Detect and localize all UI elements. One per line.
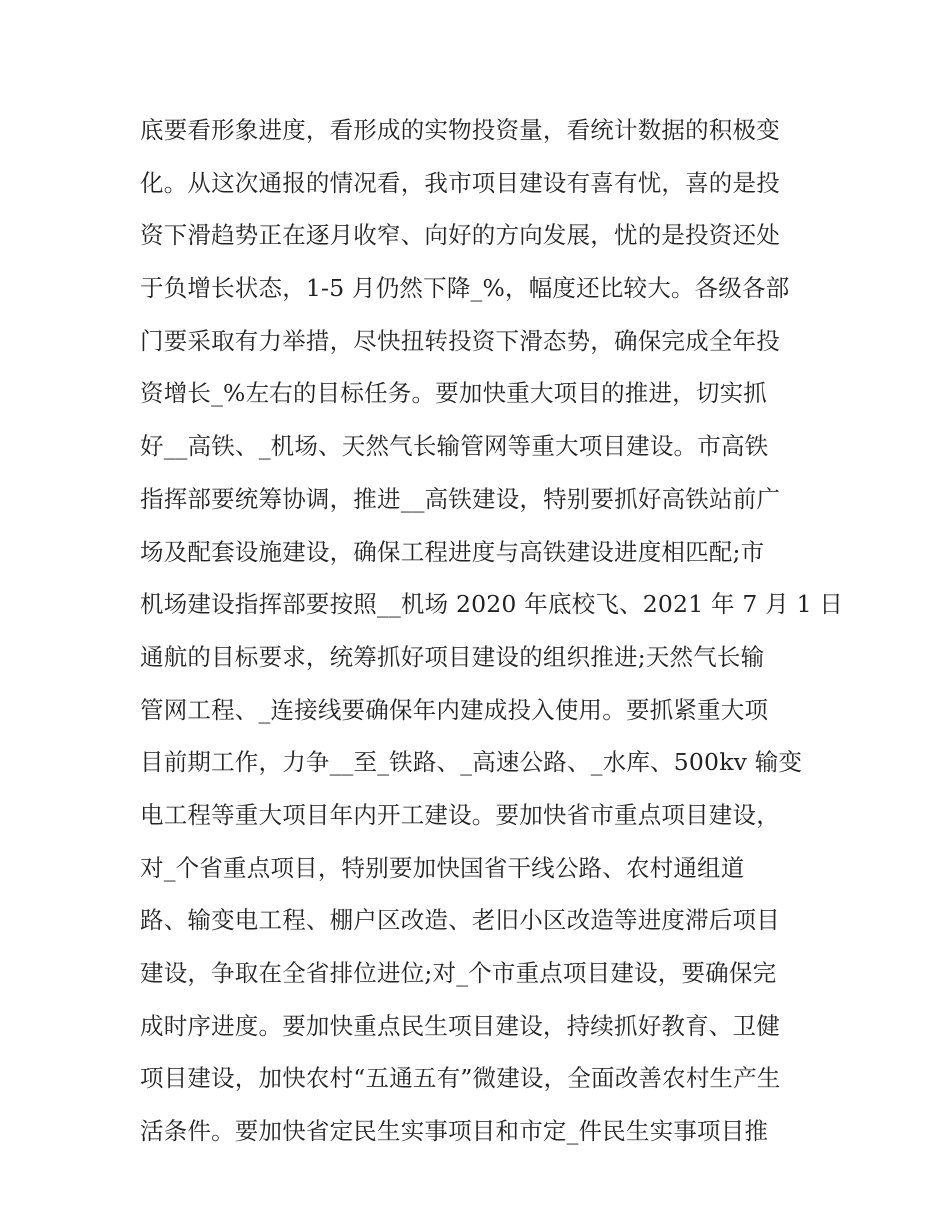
text-line-20: 活条件。要加快省定民生实事项目和市定_件民生实事项目推	[140, 1117, 769, 1146]
text-line-4: 于负增长状态，1-5 月仍然下降_%，幅度还比较大。各级各部	[140, 274, 790, 303]
text-line-2: 化。从这次通报的情况看，我市项目建设有喜有忧，喜的是投	[140, 168, 780, 197]
text-line-16: 路、输变电工程、棚户区改造、老旧小区改造等进度滞后项目	[140, 906, 780, 935]
text-line-7: 好__高铁、_机场、天然气长输管网等重大项目建设。市高铁	[140, 432, 769, 461]
text-line-8: 指挥部要统筹协调，推进__高铁建设，特别要抓好高铁站前广	[140, 484, 781, 513]
body-text	[140, 104, 844, 1158]
text-line-6: 资增长_%左右的目标任务。要加快重大项目的推进，切实抓	[140, 379, 767, 408]
text-line-1: 底要看形象进度，看形成的实物投资量，看统计数据的积极变	[140, 116, 780, 144]
text-line-13: 目前期工作，力争__至_铁路、_高速公路、_水库、500kv 输变	[140, 748, 803, 777]
text-line-11: 通航的目标要求，统筹抓好项目建设的组织推进;天然气长输	[140, 642, 765, 671]
text-line-14: 电工程等重大项目年内开工建设。要加快省市重点项目建设，	[140, 800, 780, 829]
text-line-15: 对_个省重点项目，特别要加快国省干线公路、农村通组道	[140, 853, 745, 882]
text-line-18: 成时序进度。要加快重点民生项目建设，持续抓好教育、卫健	[140, 1011, 780, 1040]
text-line-5: 门要采取有力举措，尽快扭转投资下滑态势，确保完成全年投	[140, 326, 780, 355]
text-line-17: 建设，争取在全省排位进位;对_个市重点项目建设，要确保完	[140, 959, 777, 987]
text-line-19: 项目建设，加快农村“五通五有”微建设，全面改善农村生产生	[140, 1064, 781, 1093]
text-line-12: 管网工程、_连接线要确保年内建成投入使用。要抓紧重大项	[140, 695, 769, 724]
text-line-9: 场及配套设施建设，确保工程进度与高铁建设进度相匹配;市	[140, 537, 765, 566]
text-line-10: 机场建设指挥部要按照__机场 2020 年底校飞、2021 年 7 月 1 日	[140, 590, 844, 619]
text-line-3: 资下滑趋势正在逐月收窄、向好的方向发展，忧的是投资还处	[140, 221, 780, 250]
